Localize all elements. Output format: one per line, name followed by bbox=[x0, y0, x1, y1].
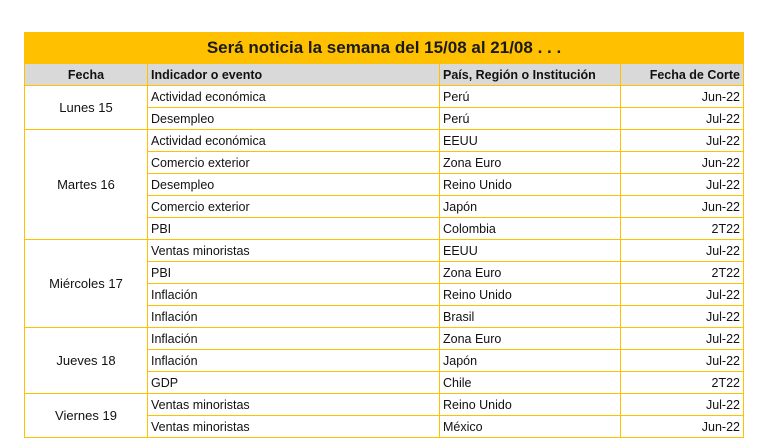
indicator-cell: PBI bbox=[148, 262, 440, 284]
table-body bbox=[25, 86, 744, 438]
country-cell: Reino Unido bbox=[440, 394, 621, 416]
indicator-cell: PBI bbox=[148, 218, 440, 240]
header-pais: País, Región o Institución bbox=[440, 64, 621, 86]
header-indicador: Indicador o evento bbox=[148, 64, 440, 86]
indicator-cell: GDP bbox=[148, 372, 440, 394]
country-cell: Brasil bbox=[440, 306, 621, 328]
day-cell: Jueves 18 bbox=[25, 328, 148, 394]
cutoff-date-cell: Jul-22 bbox=[621, 284, 744, 306]
country-cell: Reino Unido bbox=[440, 284, 621, 306]
indicator-cell: Inflación bbox=[148, 284, 440, 306]
cutoff-date-cell: Jul-22 bbox=[621, 350, 744, 372]
day-cell: Miércoles 17 bbox=[25, 240, 148, 328]
cutoff-date-cell: 2T22 bbox=[621, 262, 744, 284]
indicator-cell: Ventas minoristas bbox=[148, 240, 440, 262]
indicator-cell: Desempleo bbox=[148, 108, 440, 130]
cutoff-date-cell: Jun-22 bbox=[621, 196, 744, 218]
cutoff-date-cell: Jul-22 bbox=[621, 306, 744, 328]
table-row bbox=[25, 328, 744, 350]
indicator-cell: Desempleo bbox=[148, 174, 440, 196]
indicator-cell: Actividad económica bbox=[148, 86, 440, 108]
indicator-cell: Comercio exterior bbox=[148, 196, 440, 218]
day-cell: Viernes 19 bbox=[25, 394, 148, 438]
day-cell: Martes 16 bbox=[25, 130, 148, 240]
cutoff-date-cell: Jul-22 bbox=[621, 174, 744, 196]
indicator-cell: Ventas minoristas bbox=[148, 416, 440, 438]
indicator-cell: Actividad económica bbox=[148, 130, 440, 152]
cutoff-date-cell: Jul-22 bbox=[621, 130, 744, 152]
cutoff-date-cell: Jul-22 bbox=[621, 394, 744, 416]
indicator-cell: Inflación bbox=[148, 328, 440, 350]
cutoff-date-cell: 2T22 bbox=[621, 218, 744, 240]
country-cell: Japón bbox=[440, 350, 621, 372]
cutoff-date-cell: Jul-22 bbox=[621, 108, 744, 130]
table-row bbox=[25, 86, 744, 108]
country-cell: Reino Unido bbox=[440, 174, 621, 196]
country-cell: México bbox=[440, 416, 621, 438]
header-fecha: Fecha bbox=[25, 64, 148, 86]
day-cell: Lunes 15 bbox=[25, 86, 148, 130]
table-title: Será noticia la semana del 15/08 al 21/08 . . . bbox=[25, 33, 744, 64]
country-cell: Zona Euro bbox=[440, 328, 621, 350]
country-cell: Zona Euro bbox=[440, 262, 621, 284]
table-row bbox=[25, 240, 744, 262]
country-cell: Perú bbox=[440, 86, 621, 108]
indicator-cell: Comercio exterior bbox=[148, 152, 440, 174]
cutoff-date-cell: 2T22 bbox=[621, 372, 744, 394]
table-header-row bbox=[25, 64, 744, 86]
table-row bbox=[25, 394, 744, 416]
cutoff-date-cell: Jun-22 bbox=[621, 416, 744, 438]
country-cell: Colombia bbox=[440, 218, 621, 240]
table-title-row bbox=[25, 33, 744, 64]
table-row bbox=[25, 130, 744, 152]
country-cell: Chile bbox=[440, 372, 621, 394]
country-cell: Perú bbox=[440, 108, 621, 130]
cutoff-date-cell: Jun-22 bbox=[621, 86, 744, 108]
country-cell: EEUU bbox=[440, 240, 621, 262]
indicator-cell: Inflación bbox=[148, 306, 440, 328]
country-cell: Zona Euro bbox=[440, 152, 621, 174]
weekly-events-table bbox=[24, 32, 744, 438]
cutoff-date-cell: Jul-22 bbox=[621, 328, 744, 350]
indicator-cell: Inflación bbox=[148, 350, 440, 372]
header-fecha-corte: Fecha de Corte bbox=[621, 64, 744, 86]
cutoff-date-cell: Jul-22 bbox=[621, 240, 744, 262]
cutoff-date-cell: Jun-22 bbox=[621, 152, 744, 174]
country-cell: EEUU bbox=[440, 130, 621, 152]
country-cell: Japón bbox=[440, 196, 621, 218]
indicator-cell: Ventas minoristas bbox=[148, 394, 440, 416]
